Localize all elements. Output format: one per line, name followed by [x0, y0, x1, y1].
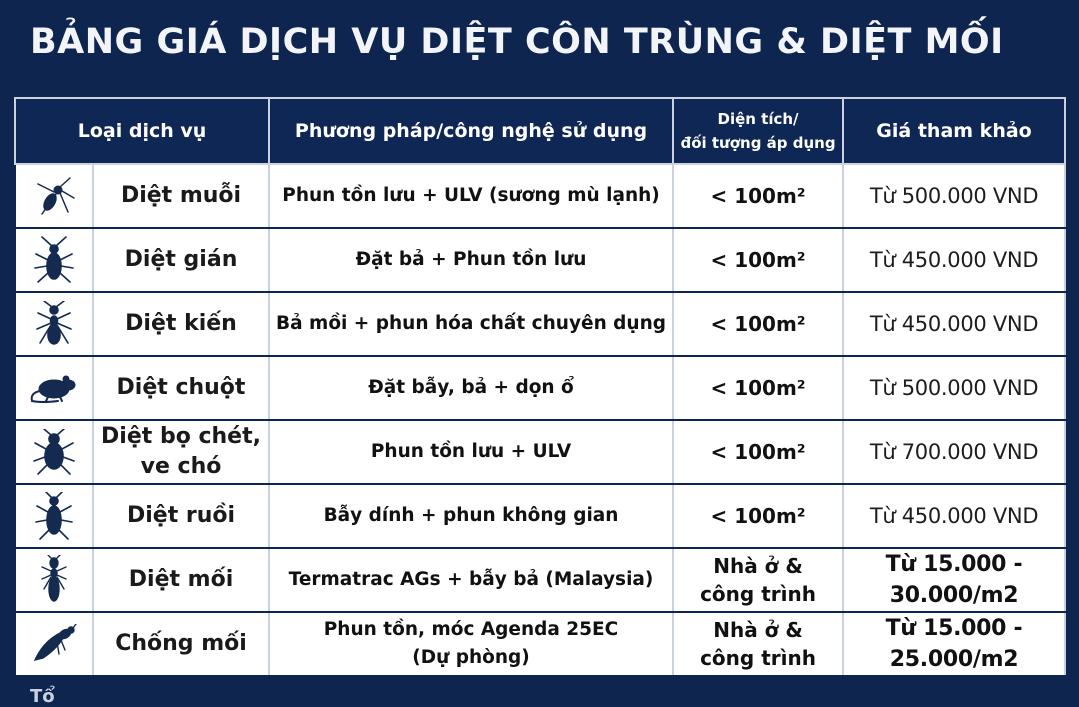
- service-name: [93, 420, 269, 484]
- service-name: Chống mối: [93, 612, 269, 676]
- service-price-line2: 25.000/m2: [889, 647, 1019, 672]
- service-price-line1: Từ 15.000 -: [885, 616, 1023, 641]
- page-title: BẢNG GIÁ DỊCH VỤ DIỆT CÔN TRÙNG & DIỆT MỐI: [30, 22, 1004, 62]
- service-price: [843, 612, 1065, 676]
- header-area-line2: đối tượng áp dụng: [680, 134, 836, 152]
- service-price: Từ 450.000 VND: [843, 228, 1065, 292]
- price-table: [14, 97, 1064, 677]
- service-price: Từ 500.000 VND: [843, 164, 1065, 228]
- table-row: [15, 228, 1065, 292]
- table-row: [15, 164, 1065, 228]
- service-price: Từ 450.000 VND: [843, 292, 1065, 356]
- table-header-row: [15, 98, 1065, 164]
- cockroach-icon: [15, 228, 93, 292]
- service-name: Diệt mối: [93, 548, 269, 612]
- mosquito-icon: [15, 164, 93, 228]
- service-method: Termatrac AGs + bẫy bả (Malaysia): [269, 548, 673, 612]
- service-method: Phun tồn lưu + ULV (sương mù lạnh): [269, 164, 673, 228]
- service-method: Bẫy dính + phun không gian: [269, 484, 673, 548]
- service-area: < 100m²: [673, 228, 843, 292]
- service-name-line1: Diệt bọ chét,: [101, 424, 261, 449]
- table-row: [15, 356, 1065, 420]
- service-name: Diệt kiến: [93, 292, 269, 356]
- service-price: Từ 500.000 VND: [843, 356, 1065, 420]
- header-method: Phương pháp/công nghệ sử dụng: [269, 98, 673, 164]
- service-method: Phun tồn lưu + ULV: [269, 420, 673, 484]
- service-area-line1: Nhà ở &: [713, 618, 803, 642]
- service-area: < 100m²: [673, 356, 843, 420]
- header-area: [673, 98, 843, 164]
- service-area: < 100m²: [673, 420, 843, 484]
- flea-icon: [15, 420, 93, 484]
- header-price: Giá tham khảo: [843, 98, 1065, 164]
- service-area: < 100m²: [673, 292, 843, 356]
- service-price: Từ 450.000 VND: [843, 484, 1065, 548]
- service-area: [673, 548, 843, 612]
- service-method: Bả mồi + phun hóa chất chuyên dụng: [269, 292, 673, 356]
- service-area-line1: Nhà ở &: [713, 554, 803, 578]
- service-price-line1: Từ 15.000 -: [885, 552, 1023, 577]
- winged-termite-icon: [15, 612, 93, 676]
- table-row: [15, 548, 1065, 612]
- service-area-line2: công trình: [700, 646, 816, 670]
- service-method: Đặt bả + Phun tồn lưu: [269, 228, 673, 292]
- service-method: Đặt bẫy, bả + dọn ổ: [269, 356, 673, 420]
- table-row: [15, 612, 1065, 676]
- service-name: Diệt muỗi: [93, 164, 269, 228]
- service-name: Diệt chuột: [93, 356, 269, 420]
- table-row: [15, 484, 1065, 548]
- termite-icon: [15, 548, 93, 612]
- service-price-line2: 30.000/m2: [889, 583, 1019, 608]
- service-name-line2: ve chó: [140, 454, 222, 479]
- rat-icon: [15, 356, 93, 420]
- footer-text: Tổ: [30, 686, 55, 707]
- service-area-line2: công trình: [700, 582, 816, 606]
- table-row: [15, 420, 1065, 484]
- header-area-line1: Diện tích/: [717, 110, 799, 128]
- service-name: Diệt ruồi: [93, 484, 269, 548]
- fly-icon: [15, 484, 93, 548]
- service-area: [673, 612, 843, 676]
- service-price: [843, 548, 1065, 612]
- service-name: Diệt gián: [93, 228, 269, 292]
- service-method: [269, 612, 673, 676]
- service-price: Từ 700.000 VND: [843, 420, 1065, 484]
- service-method-line2: (Dự phòng): [412, 647, 530, 668]
- table-row: [15, 292, 1065, 356]
- service-area: < 100m²: [673, 164, 843, 228]
- service-method-line1: Phun tồn, móc Agenda 25EC: [323, 619, 619, 640]
- header-service: Loại dịch vụ: [15, 98, 269, 164]
- service-area: < 100m²: [673, 484, 843, 548]
- ant-icon: [15, 292, 93, 356]
